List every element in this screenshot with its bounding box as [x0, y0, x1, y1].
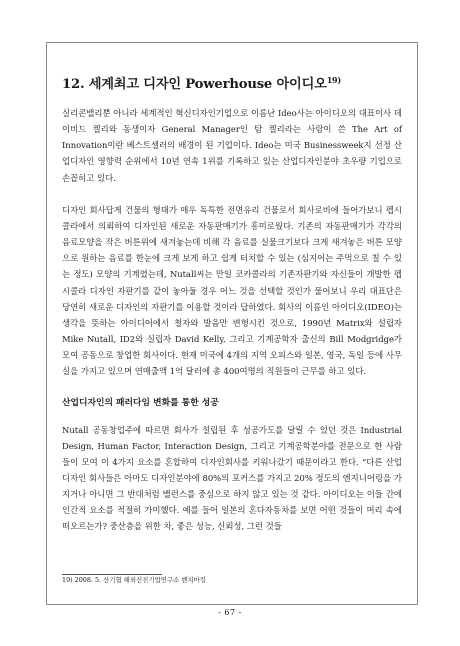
page-number: - 67 -	[218, 608, 242, 617]
paragraph-building: 디자인 회사답게 건물의 형태가 매우 독특한 전면유리 건물로서 회사로비에 들어가보니 펩시콜라에서 의뢰하여 디자인된 새로운 자동판매기가 흥미로웠다. 기존의 자동판매기가 각각의 음료모양을 작은 버튼위에 새겨놓는데 비해 각 음료를 실물크기보다 크게 새겨놓은 버튼 모양으로 원하는 음료를 한눈에 크게 보게 하고 쉽게 터치할 수 있는 (심지어는 주먹으로 칠 수 있는 정도) 모양의 기계였는데, Nutall씨는 만일 코카콜라의 기존자판기와 자신들이 개발한 펩시콜라 디자인 자판기를 같이 놓아둘 경우 어느 것을 선택할 것인가 물어보니 우리 대표단은 당연히 새로운 디자인의 자판기를 이용할 것이라 답하였다. 회사의 이름인 아이디오(IDEO)는 생각을 뜻하는 아이디어에서 철자와 발음만 변형시킨 것으로, 1990년 Matrix와 설립자 Mike Nutall, ID2와 실립자 David Kelly, 그리고 기계공학자 출신의 Bill Modgridge가 모여 공동으로 창업한 회사이다. 현재 미국에 4개의 지역 오피스와 일본, 영국, 독일 등에 사무실을 가지고 있으며 연매출액 1억 달러에 총 400여명의 직원들이 근무를 하고 있다.	[62, 204, 402, 377]
footnote-divider	[62, 574, 162, 575]
footnote-reference[interactable]: 19)	[326, 75, 342, 85]
paragraph-intro: 실리콘밸리뿐 아니라 세계적인 혁신디자인기업으로 이름난 Ideo사는 아이디오의 대표이사 데이비드 켈리와 동생이자 General Manager인 탐 켈리라는 사람이 쓴 The Art of Innovation이란 베스트셀러의 배경이 된 기업이다. Ideo는 미국 Businessweek지 선정 산업디자인 영향력 순위에서 10년 연속 1위를 기록하고 있는 산업디자인분야 초우량 기업으로 손꼽히고 있다.	[62, 108, 402, 183]
subsection-heading: 산업디자인의 패러다임 변화를 통한 성공	[62, 397, 219, 408]
section-heading	[62, 72, 402, 93]
section-heading-text: 12. 세계최고 디자인 Powerhouse 아이디오	[62, 77, 327, 92]
footnote-text: 19) 2008. 5. 산기협 해외선진기업연구소 벤치마킹	[62, 576, 206, 584]
page-content	[62, 72, 402, 535]
paragraph-success: Nutall 공동창업주에 따르면 회사가 설립된 후 성공가도를 달릴 수 있던 것은 Industrial Design, Human Factor, Interaction Design, 그리고 기계공학분야를 전문으로 한 사람들이 모여 이 4가지 요소를 혼합하여 디자인회사를 키워나갔기 때문이라고 한다. “다른 산업디자인 회사들은 아마도 디자인분야에 80%의 포커스를 가지고 20% 정도의 엔지니어링을 가지거나 아니면 그 반대처럼 밸런스를 중심으로 하지 않고 있는 것 같다. 아이디오는 이들 간에 인간적 요소를 적절히 가미했다. 예를 들어 일본의 혼다자동차를 보면 어떤 것들이 머리 속에 떠오르는가? 중산층을 위한 차, 좋은 성능, 신뢰성, 그런 것들	[62, 424, 402, 532]
